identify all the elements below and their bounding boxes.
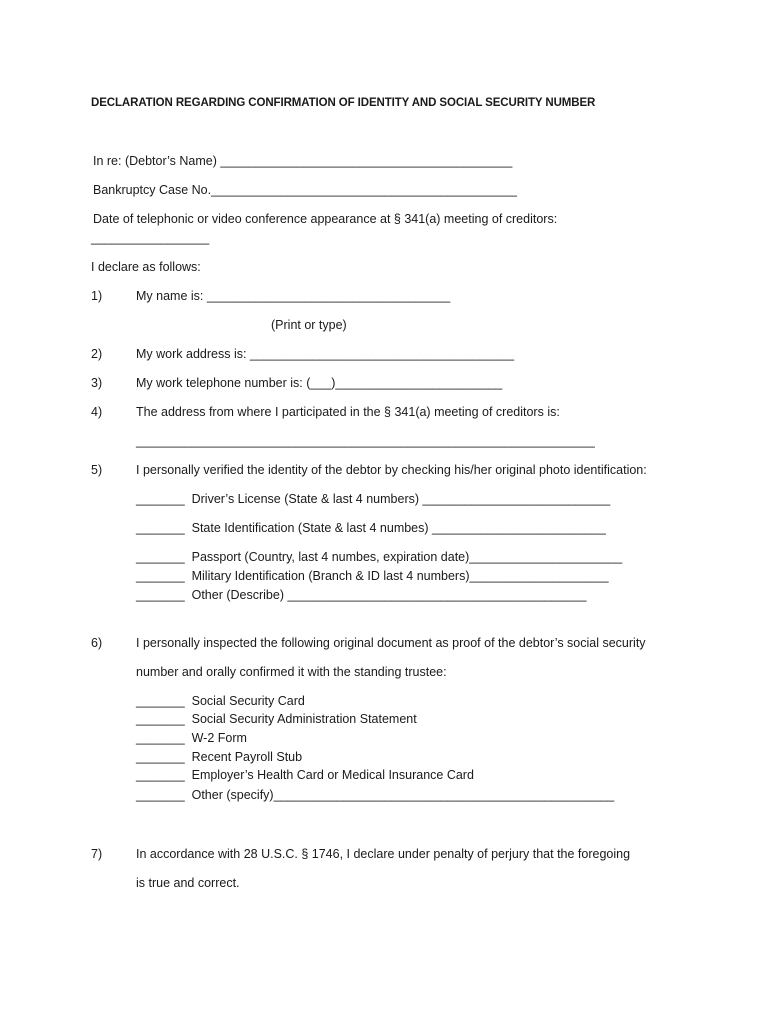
item-number: 5) [91, 463, 103, 477]
option-military-id[interactable]: _______ Military Identification (Branch & ID last 4 numbers)____________________ [136, 569, 609, 583]
item-number: 7) [91, 847, 103, 861]
case-number-field[interactable]: Bankruptcy Case No.____________________________________________ [93, 183, 517, 197]
identity-verification-label: I personally verified the identity of the debtor by checking his/her original photo identification: [136, 463, 647, 477]
item-number: 4) [91, 405, 103, 419]
option-payroll-stub[interactable]: _______ Recent Payroll Stub [136, 750, 303, 764]
option-state-id[interactable]: _______ State Identification (State & last 4 numbes) _________________________ [136, 521, 606, 535]
document-title: DECLARATION REGARDING CONFIRMATION OF IDENTITY AND SOCIAL SECURITY NUMBER [91, 97, 596, 109]
meeting-address-label: The address from where I participated in the § 341(a) meeting of creditors is: [136, 405, 560, 419]
name-field[interactable]: My name is: ___________________________________ [136, 289, 451, 303]
perjury-declaration-cont: is true and correct. [136, 876, 240, 890]
work-phone-field[interactable]: My work telephone number is: (___)________________________ [136, 376, 503, 390]
option-w2-form[interactable]: _______ W-2 Form [136, 731, 247, 745]
option-ss-card[interactable]: _______ Social Security Card [136, 694, 305, 708]
option-drivers-license[interactable]: _______ Driver’s License (State & last 4 numbers) ___________________________ [136, 492, 611, 506]
appearance-date-field[interactable]: _________________ [91, 231, 210, 245]
perjury-declaration: In accordance with 28 U.S.C. § 1746, I declare under penalty of perjury that the foregoing [136, 847, 631, 861]
option-other-describe[interactable]: _______ Other (Describe) ___________________________________________ [136, 588, 587, 602]
ssn-document-label-cont: number and orally confirmed it with the standing trustee: [136, 665, 447, 679]
item-number: 6) [91, 636, 103, 650]
option-passport[interactable]: _______ Passport (Country, last 4 numbes, expiration date)______________________ [136, 550, 623, 564]
work-address-field[interactable]: My work address is: ______________________________________ [136, 347, 515, 361]
ssn-document-label: I personally inspected the following original document as proof of the debtor’s social security [136, 636, 646, 650]
appearance-date-label: Date of telephonic or video conference appearance at § 341(a) meeting of creditors: [93, 212, 558, 226]
item-number: 1) [91, 289, 103, 303]
option-other-specify[interactable]: _______ Other (specify)_________________________________________________ [136, 788, 615, 802]
meeting-address-field[interactable]: __________________________________________________________________ [136, 434, 595, 448]
print-or-type-note: (Print or type) [271, 318, 347, 332]
option-health-card[interactable]: _______ Employer’s Health Card or Medical Insurance Card [136, 768, 474, 782]
intro-text: I declare as follows: [91, 260, 201, 274]
debtor-name-field[interactable]: In re: (Debtor’s Name) __________________________________________ [93, 154, 513, 168]
item-number: 2) [91, 347, 103, 361]
option-ssa-statement[interactable]: _______ Social Security Administration Statement [136, 712, 417, 726]
item-number: 3) [91, 376, 103, 390]
